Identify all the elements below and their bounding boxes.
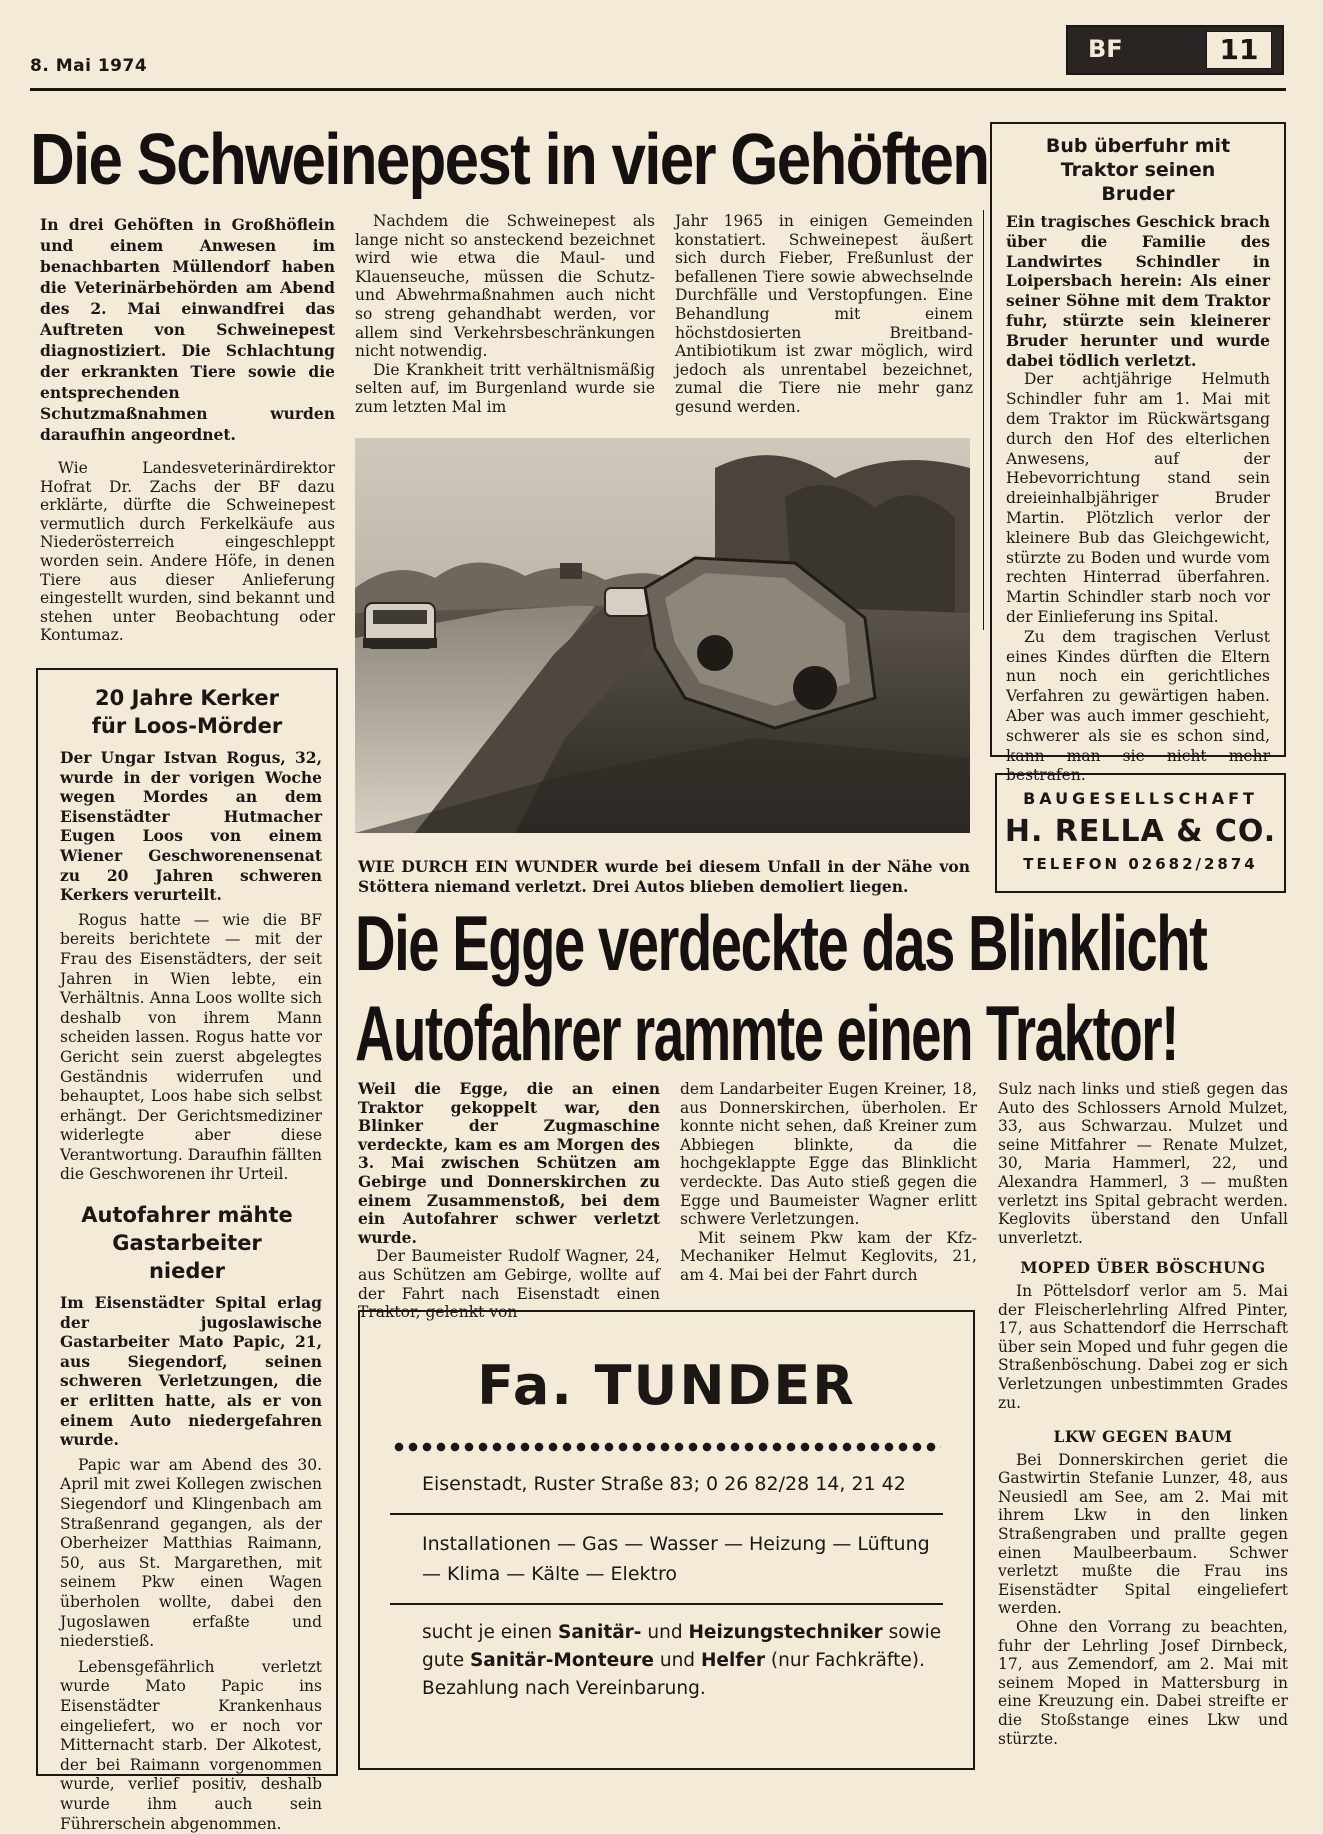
rella-ad-line2: H. RELLA & CO. [1004, 814, 1277, 849]
tunder-job-7: und [653, 1650, 701, 1671]
tunder-ad-dotted-rule [392, 1441, 941, 1453]
lkw-p1: Bei Donnerskirchen geriet die Gastwirtin Stefanie Lunzer, 48, aus Neusiedl am See, am 2. Mai mit ihrem Lkw in den linken Straßengraben und prallte gegen einen Maulbeerbaum. Schwer verletzt mußte die Frau ins Eisenstädter Spital eingeliefert werden. [998, 1450, 1288, 1618]
photo-caption [358, 857, 970, 897]
kerker-box-lead: Der Ungar Istvan Rogus, 32, wurde in der vorigen Woche wegen Mordes an dem Eisenstädter Hutmacher Eugen Loos von einem Wiener Geschworenensenat zu 20 Jahren schweren Kerkers verurteilt. [60, 748, 322, 905]
moped-text: In Pöttelsdorf verlor am 5. Mai der Fleischerlehrling Alfred Pinter, 17, aus Schattendorf die Herrschaft über sein Moped und fuhr gegen die Straßenböschung. Dabei zog er sich Verletzungen unbestimmten Grades zu. [998, 1281, 1288, 1412]
autofahrer-p3: Lebensgefährlich verletzt wurde Mato Papic ins Eisenstädter Krankenhaus eingeliefert, wo er noch vor Mitternacht starb. Der Alkotest, der bei Raimann vorgenommen wurde, verlief positiv, deshalb wurde ihm auch sein Führerschein abgenommen. [60, 1657, 322, 1833]
rella-ad-line3: TELEFON 02682/2874 [1023, 855, 1258, 873]
egge-p1: Der Baumeister Rudolf Wagner, 24, aus Schützen am Gebirge, wollte auf der Fahrt nach Eisenstadt einen Traktor, gelenkt von [358, 1247, 660, 1322]
tractor-box-lead: Ein tragisches Geschick brach über die Familie des Landwirtes Schindler in Loipersbach herein: Als einer seiner Söhne mit dem Traktor fuhr, stürzte sein kleinerer Bruder herunter und wurde dabei tödlich verletzt. [1006, 212, 1270, 370]
tunder-job-8: Helfer [700, 1650, 766, 1671]
tunder-ad-rule-1 [390, 1513, 943, 1515]
autofahrer-lead: Im Eisenstädter Spital erlag der jugoslawische Gastarbeiter Mato Papic, 21, aus Siegendorf, seinen schweren Verletzungen, die er erlitten hatte, als er von einem Auto niedergefahren wurde. [60, 1293, 322, 1450]
main-article-p1: Wie Landesveterinärdirektor Hofrat Dr. Zachs der BF dazu erklärte, dürfte die Schweinepest vermutlich durch Ferkelkäufe aus Niederösterreich eingeschleppt worden sein. Andere Höfe, in denen Tiere aus dieser Anlieferung eingestellt wurden, sind bekannt und stehen unter Beobachtung oder Kontumaz. [40, 459, 335, 645]
kerker-box-headline: 20 Jahre Kerker für Loos-Mörder [91, 686, 283, 738]
page-logo: BF [1088, 35, 1123, 63]
photo-caption-text: wurde bei diesem Unfall in der Nähe von Stöttera niemand verletzt. Drei Autos blieben demoliert liegen. [358, 857, 970, 896]
tractor-box [990, 122, 1286, 785]
egge-p2: dem Landarbeiter Eugen Kreiner, 18, aus Donnerskirchen, überholen. Er konnte nicht sehen, daß Kreiner zum Abbiegen blinkte, da die hochgeklappte Egge das Blinklicht verdeckte. Das Auto stieß gegen die Egge und Baumeister Wagner erlitt schwere Verletzungen. [680, 1080, 977, 1229]
main-article-p2: Nachdem die Schweinepest als lange nicht so ansteckend bezeichnet wird wie etwa die Maul- und Klauenseuche, müssen die Schutz- und Abwehrmaßnahmen auch nicht so streng gehandhabt werden, vor allem sind Verkehrsbeschränkungen nicht notwendig. [355, 212, 655, 361]
tunder-ad-title: Fa. TUNDER [477, 1354, 856, 1417]
kerker-box [36, 668, 338, 1833]
moped-headline: MOPED ÜBER BÖSCHUNG [1020, 1258, 1266, 1278]
page-date: 8. Mai 1974 [30, 56, 148, 76]
top-rule [30, 88, 1286, 91]
egge-col2 [680, 1080, 977, 1285]
tunder-ad-rule-2 [390, 1603, 943, 1605]
tunder-job-6: Sanitär-Monteure [469, 1650, 654, 1671]
rella-ad [995, 773, 1286, 893]
autofahrer-headline: Autofahrer mähte Gastarbeiter nieder [81, 1203, 293, 1284]
egge-headline-1: Die Egge verdeckte das Blinklicht [355, 899, 1207, 987]
tractor-box-headline: Bub überfuhr mit Traktor seinen Bruder [1045, 135, 1231, 205]
main-article-p4: Jahr 1965 in einigen Gemeinden konstatiert. Schweinepest äußert sich durch Fieber, Freßunlust der befallenen Tiere sowie abwechselnde Durchfälle und Verstopfungen. Eine Behandlung mit einem höchstdosierten Breitband-Antibiotikum ist zwar möglich, wird jedoch als unrentabel bezeichnet, zumal die Tiere nie mehr ganz gesund werden. [675, 212, 973, 416]
main-article-col1 [40, 214, 335, 645]
accident-photo-image [355, 438, 970, 833]
tunder-job-5: sowie gute [422, 1622, 942, 1671]
egge-lead: Weil die Egge, die an einen Traktor gekoppelt war, den Blinker der Zugmaschine verdeckte, kam es am Morgen des 3. Mai zwischen Schützen am Gebirge und Donnerskirchen zu einem Zusammenstoß, bei dem ein Autofahrer schwer verletzt wurde. [358, 1079, 660, 1247]
rella-ad-line1: BAUGESELLSCHAFT [1023, 789, 1258, 808]
page-number-box [1206, 31, 1272, 69]
lkw-p2: Ohne den Vorrang zu beachten, fuhr der Lehrling Josef Dirnbeck, 17, aus Zemendorf, am 2. Mai mit seinem Moped in Mattersburg in eine Kreuzung ein. Dabei streifte er die Stoßstange eines Lkw und stürzte. [998, 1618, 1288, 1748]
tunder-ad-services: Installationen — Gas — Wasser — Heizung — Lüftung — Klima — Kälte — Elektro [422, 1533, 930, 1585]
autofahrer-p2: Papic war am Abend des 30. April mit zwei Kollegen zwischen Siegendorf und Klingenbach am Straßenrand gegangen, als der Oberheizer Matthias Raimann, 50, aus St. Margarethen, mit seinem Pkw einen Wagen überholen wollte, dabei den Jugoslawen erfaßte und niederstieß. [60, 1455, 322, 1651]
tunder-job-4: Heizungstechniker [688, 1622, 883, 1643]
page-logo-box [1066, 25, 1284, 75]
tunder-ad [358, 1310, 975, 1770]
tunder-job-3: und [641, 1622, 689, 1643]
main-article-p3: Die Krankheit tritt verhältnismäßig selten auf, im Burgenland wurde sie zum letzten Mal im [355, 360, 655, 416]
photo-caption-lead: WIE DURCH EIN WUNDER [358, 857, 599, 876]
tunder-job-2: Sanitär- [558, 1622, 642, 1643]
main-headline: Die Schweinepest in vier Gehöften [30, 120, 989, 200]
tunder-ad-address: Eisenstadt, Ruster Straße 83; 0 26 82/28 14, 21 42 [422, 1473, 906, 1495]
egge-headline-2: Autofahrer rammte einen Traktor! [355, 989, 1178, 1077]
tunder-job-9: (nur Fachkräfte). Bezahlung nach Vereinbarung. [422, 1650, 925, 1699]
kerker-box-p1: Rogus hatte — wie die BF bereits berichtete — mit der Frau des Eisenstädters, der seit Jahren in Wien lebte, ein Verhältnis. Anna Loos wollte sich deshalb von ihrem Mann scheiden lassen. Rogus hatte vor Gericht sein zuerst abgelegtes Geständnis widerrufen und behauptet, Loos habe sich selbst erhängt. Der Gerichtsmediziner widerlegte aber diese Verantwortung. Daraufhin fällten die Geschworenen ihr Urteil. [60, 910, 322, 1184]
main-article-col3 [675, 212, 973, 417]
tunder-ad-job [422, 1619, 943, 1703]
accident-photo [355, 438, 970, 833]
egge-col3 [998, 1080, 1288, 1748]
main-article-col2 [355, 212, 655, 417]
egge-col1 [358, 1080, 660, 1322]
tunder-job-1: sucht je einen [422, 1622, 559, 1643]
main-article-lead: In drei Gehöften in Großhöflein und einem Anwesen im benachbarten Müllendorf haben die Veterinärbehörden am Abend des 2. Mai einwandfrei das Auftreten von Schweinepest diagnostiziert. Die Schlachtung der erkrankten Tiere sowie die entsprechenden Schutzmaßnahmen wurden daraufhin angeordnet. [40, 215, 335, 444]
lkw-headline: LKW GEGEN BAUM [1053, 1427, 1233, 1447]
tractor-box-p2: Zu dem tragischen Verlust eines Kindes dürften die Eltern nun noch ein gerichtliches Verfahren zu gewärtigen haben. Aber was auch immer geschieht, schwerer als sie es schon sind, kann man sie nicht mehr bestrafen. [1006, 627, 1270, 785]
tractor-box-p1: Der achtjährige Helmuth Schindler fuhr am 1. Mai mit dem Traktor im Rückwärtsgang durch den Hof des elterlichen Anwesens, auf der Hebevorrichtung stand sein dreieinhalbjähriger Bruder Martin. Plötzlich verlor der kleinere Bub das Gleichgewicht, stürzte zu Boden und wurde vom rechten Hinterrad überfahren. Martin Schindler starb noch vor der Einlieferung ins Spital. [1006, 370, 1270, 626]
column-rule [983, 210, 984, 630]
egge-p4: Sulz nach links und stieß gegen das Auto des Schlossers Arnold Mulzet, 33, aus Schwarzau. Mulzet und seine Mitfahrer — Renate Mulzet, 30, Maria Hammerl, 22, und Alexandra Hammerl, 3 — mußten verletzt ins Spital gebracht werden. Keglovits überstand den Unfall unverletzt. [998, 1080, 1288, 1247]
egge-p3: Mit seinem Pkw kam der Kfz-Mechaniker Helmut Keglovits, 21, am 4. Mai bei der Fahrt durch [680, 1228, 977, 1284]
page-number: 11 [1219, 33, 1259, 66]
